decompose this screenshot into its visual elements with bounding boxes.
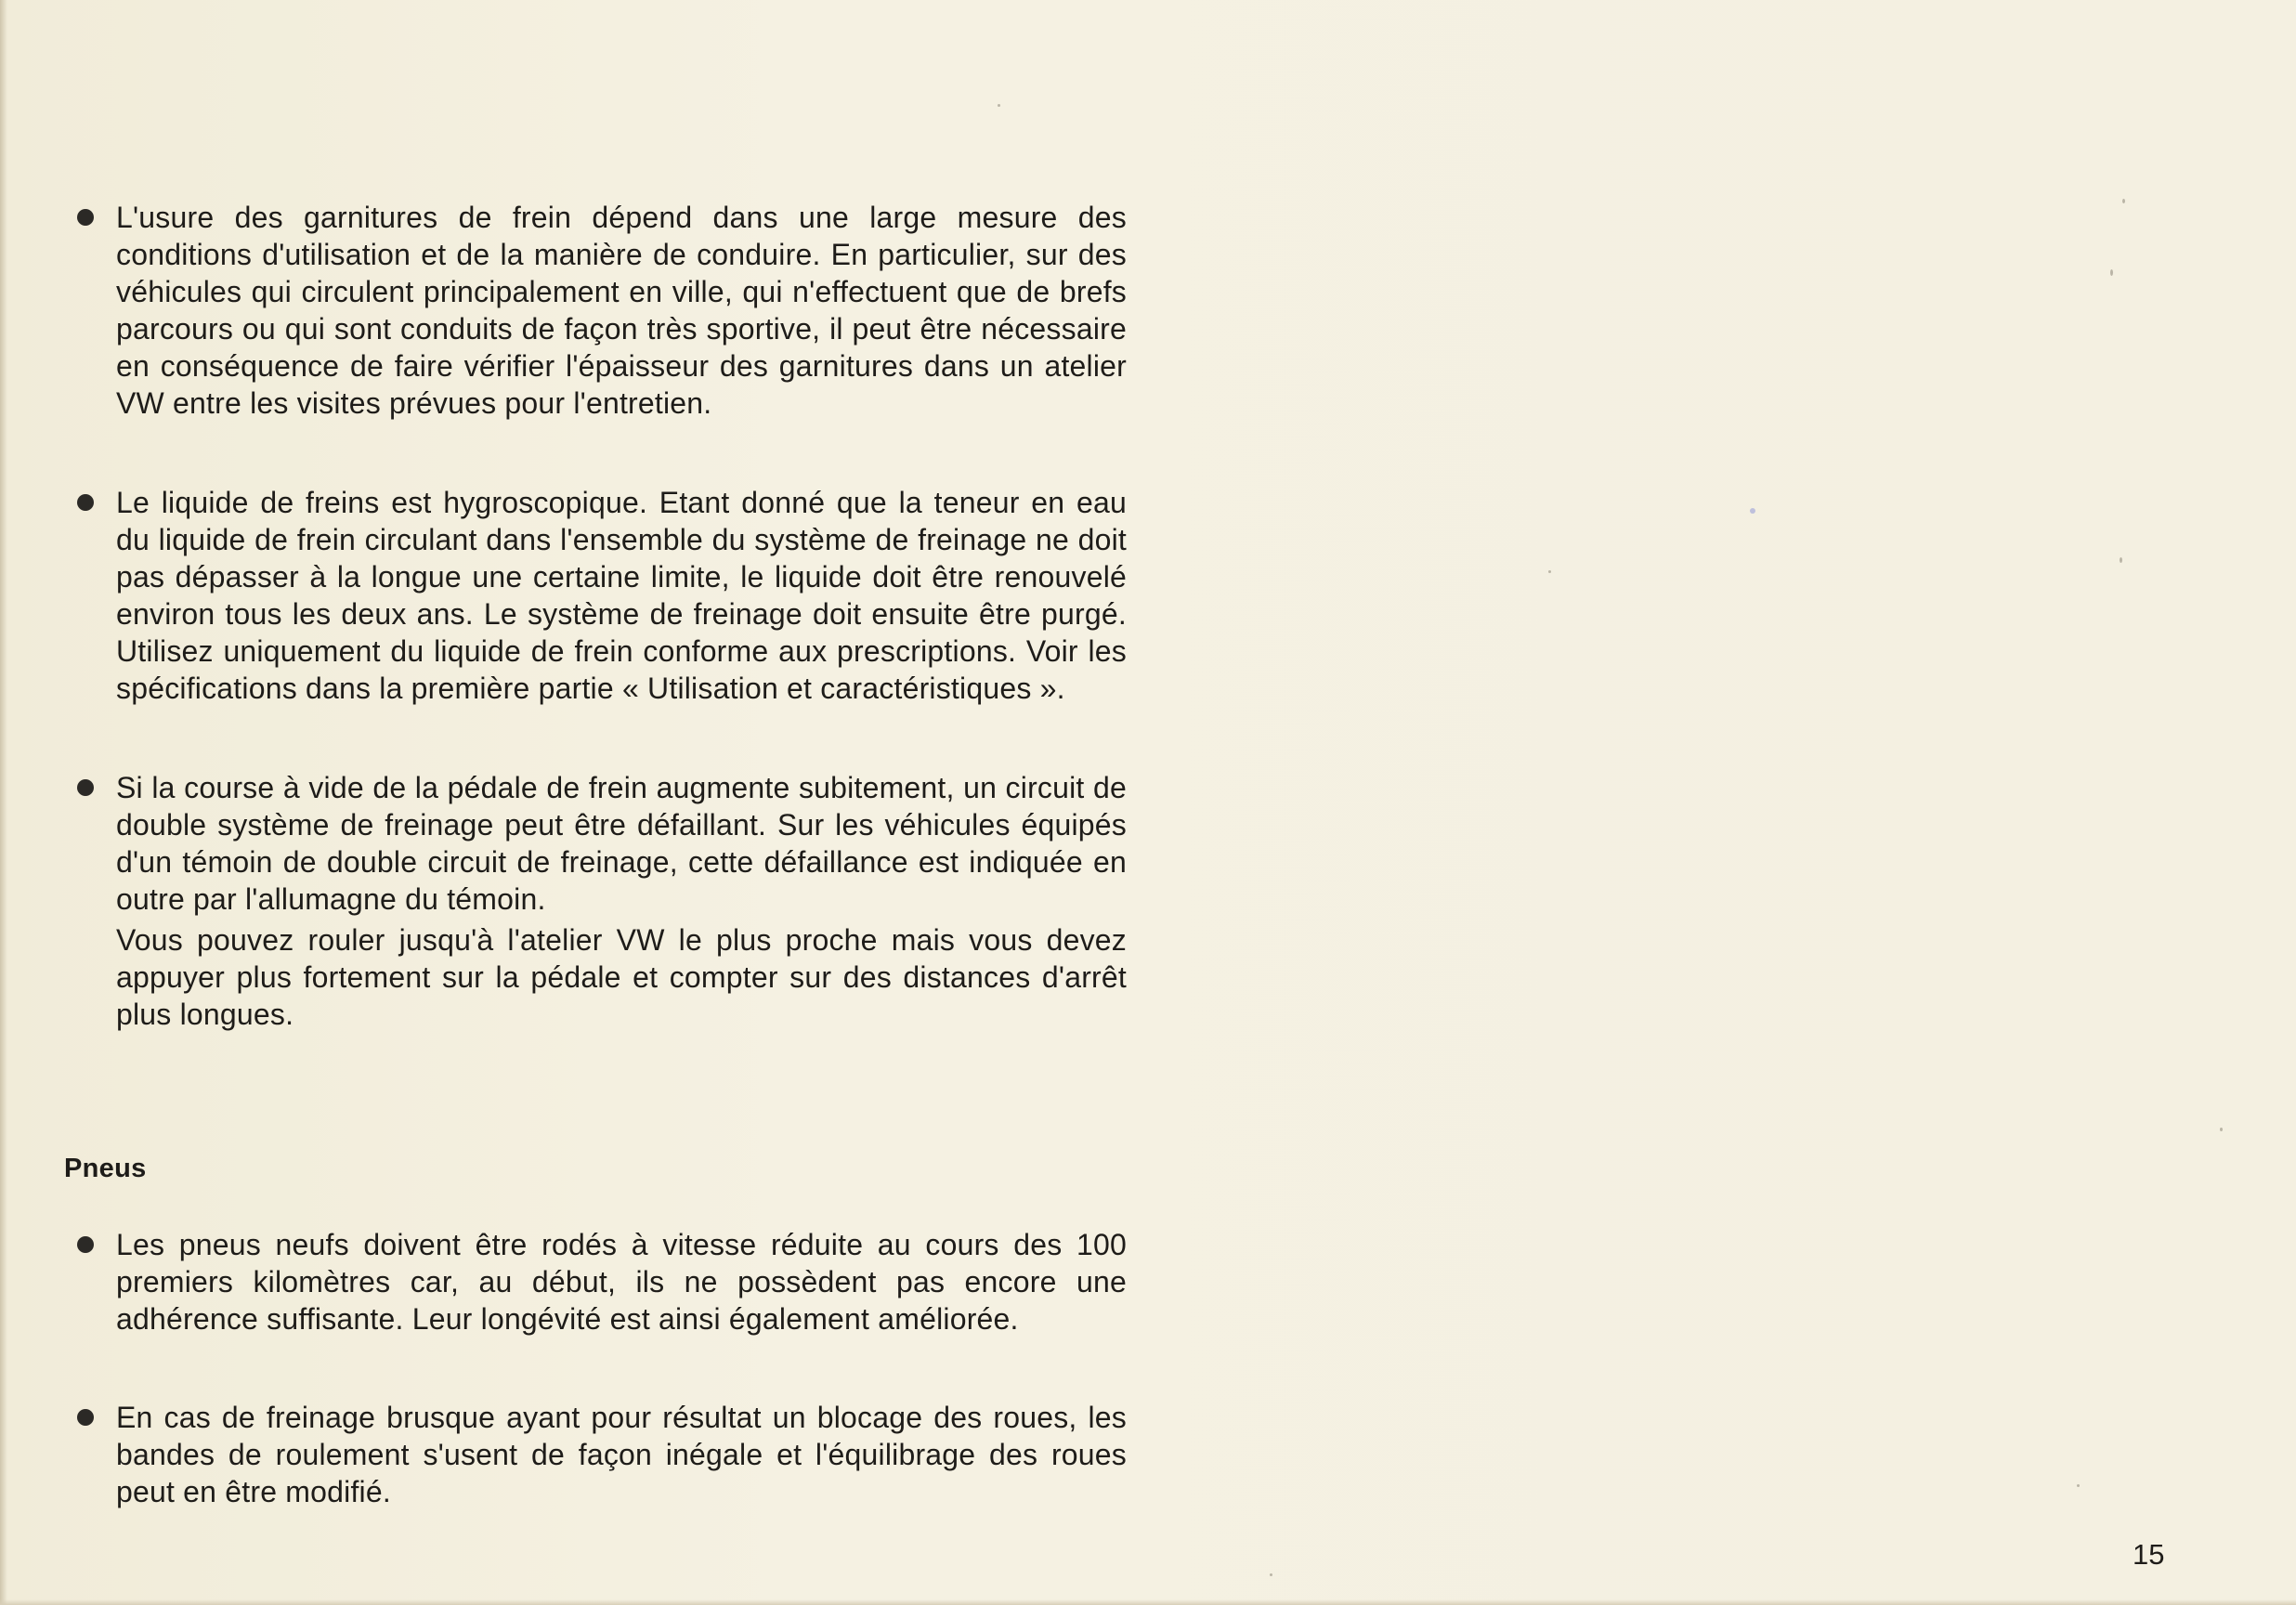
page-bottom-shadow	[0, 1599, 2296, 1605]
paper-speck	[1270, 1573, 1272, 1576]
bullet-item-brake-pedal	[77, 769, 1127, 1033]
bullet-dot-icon	[77, 1236, 94, 1253]
bullet-item-brake-pads	[77, 199, 1127, 422]
paper-speck	[1548, 570, 1551, 573]
bullet-dot-icon	[77, 209, 94, 226]
paper-speck	[2122, 199, 2125, 203]
bullet-dot-icon	[77, 1409, 94, 1426]
paper-speck	[1750, 508, 1755, 514]
paper-speck	[2220, 1128, 2223, 1131]
bullet-item-brake-fluid	[77, 484, 1127, 707]
bullet-item-new-tyres	[77, 1226, 1127, 1338]
paper-speck	[2110, 269, 2113, 276]
paragraph: En cas de freinage brusque ayant pour résultat un blocage des roues, les bandes de roulement s'usent de façon inégale et l'équilibrage des roues peut en être modifié.	[116, 1401, 1127, 1508]
page-number: 15	[2133, 1538, 2165, 1571]
paragraph: Le liquide de freins est hygroscopique. Etant donné que la teneur en eau du liquide de frein circulant dans l'ensemble du système de freinage ne doit pas dépasser à la longue une certaine limite, le liquide doit être renouvelé environ tous les deux ans. Le système de freinage doit ensuite être purgé. Utilisez uniquement du liquide de frein conforme aux prescriptions. Voir les spécifications dans la première partie « Utilisation et caractéristiques ».	[116, 486, 1127, 705]
section-heading: Pneus	[64, 1154, 147, 1183]
paragraph: Si la course à vide de la pédale de frein augmente subitement, un circuit de double système de freinage peut être défaillant. Sur les véhicules équipés d'un témoin de double circuit de freinage, cette défaillance est indiquée en outre par l'allumagne du témoin.	[116, 771, 1127, 916]
bullet-dot-icon	[77, 494, 94, 511]
paragraph: L'usure des garnitures de frein dépend dans une large mesure des conditions d'utilisation et de la manière de conduire. En particulier, sur des véhicules qui circulent principalement en ville, qui n'effectuent que de brefs parcours ou qui sont conduits de façon très sportive, il peut être nécessaire en conséquence de faire vérifier l'épaisseur des garnitures dans un atelier VW entre les visites prévues pour l'entretien.	[116, 201, 1127, 420]
paper-speck	[998, 104, 1000, 107]
paper-speck	[2120, 557, 2122, 563]
paragraph: Vous pouvez rouler jusqu'à l'atelier VW le plus proche mais vous devez appuyer plus fortement sur la pédale et compter sur des distances d'arrêt plus longues.	[116, 923, 1127, 1031]
page-binding-shadow	[0, 0, 7, 1605]
paragraph: Les pneus neufs doivent être rodés à vitesse réduite au cours des 100 premiers kilomètres car, au début, ils ne possèdent pas encore une adhérence suffisante. Leur longévité est ainsi également améliorée.	[116, 1228, 1127, 1336]
paper-speck	[2077, 1484, 2080, 1487]
bullet-dot-icon	[77, 779, 94, 796]
bullet-item-hard-braking	[77, 1399, 1127, 1510]
